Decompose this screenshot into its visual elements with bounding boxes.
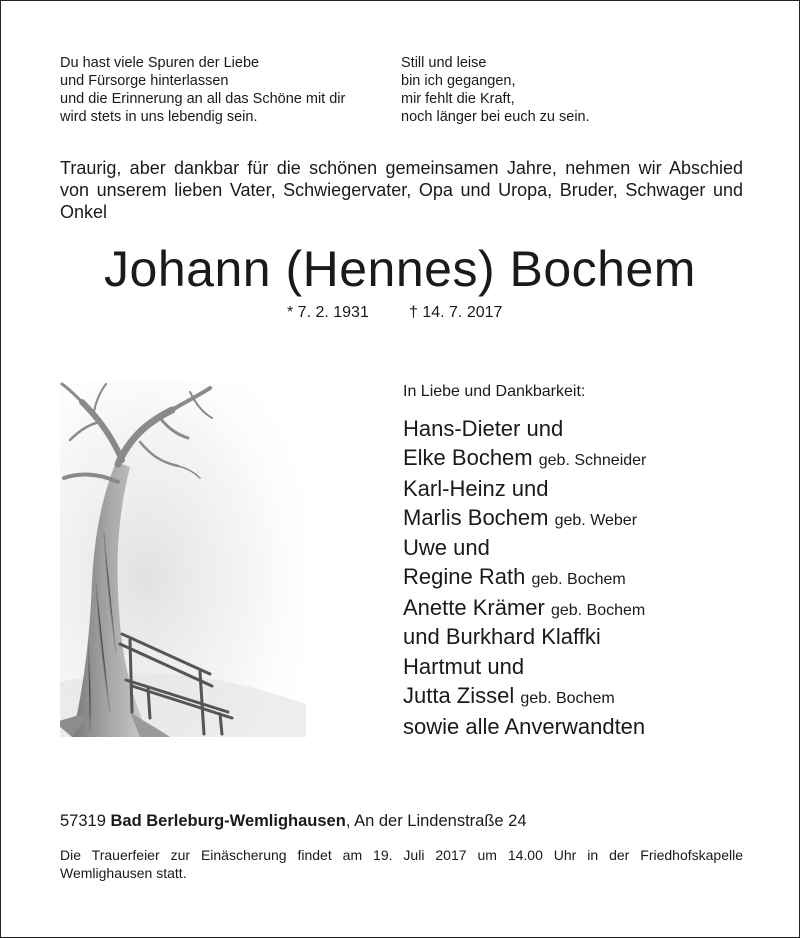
intro-line: Traurig, aber dankbar für die schönen gemeinsamen Jahre, nehmen wir Abschied [60, 158, 743, 178]
address-line: 57319 Bad Berleburg-Wemlighausen, An der Lindenstraße 24 [60, 812, 527, 830]
poem-line: Still und leise [401, 55, 487, 71]
poem-line: wird stets in uns lebendig sein. [60, 109, 258, 125]
family-name: Elke Bochem [403, 445, 533, 470]
deceased-name: Johann (Hennes) Bochem [104, 241, 696, 297]
poem-right [401, 54, 590, 126]
ceremony-line: Wemlighausen statt. [60, 865, 187, 881]
poem-line: und Fürsorge hinterlassen [60, 73, 229, 89]
family-name: Hartmut und [403, 654, 525, 679]
maiden-name-note: geb. Weber [554, 512, 638, 529]
family-line [403, 414, 563, 444]
family-name: Marlis Bochem [403, 505, 549, 530]
family-line [403, 443, 646, 476]
maiden-name-note: geb. Bochem [520, 690, 615, 707]
family-name: Anette Krämer [403, 595, 545, 620]
family-name: Jutta Zissel [403, 683, 515, 708]
intro-line: von unserem lieben Vater, Schwiegervater, Opa und Uropa, Bruder, Schwager und [60, 180, 743, 200]
intro-text [60, 157, 743, 223]
family-line [403, 712, 645, 742]
family-name: Uwe und [403, 535, 490, 560]
poem-line: Du hast viele Spuren der Liebe [60, 55, 260, 71]
family-line [403, 681, 615, 714]
family-name: Karl-Heinz und [403, 476, 549, 501]
family-line [403, 503, 637, 536]
street: An der Lindenstraße 24 [354, 812, 527, 830]
maiden-name-note: geb. Bochem [550, 602, 646, 619]
poem-line: mir fehlt die Kraft, [401, 91, 515, 107]
family-name: sowie alle Anverwandten [403, 714, 646, 739]
town: Bad Berleburg-Wemlighausen [110, 812, 346, 830]
ceremony-text [60, 846, 743, 882]
family-line [403, 652, 524, 682]
birth-date: * 7. 2. 1931 [287, 304, 369, 321]
postcode: 57319 [60, 812, 106, 830]
family-name: und Burkhard Klaffki [403, 624, 601, 649]
ceremony-line: Die Trauerfeier zur Einäscherung findet am 19. Juli 2017 um 14.00 Uhr in der Friedhofskapelle [60, 847, 743, 863]
maiden-name-note: geb. Bochem [531, 571, 626, 588]
family-name: Hans-Dieter und [403, 416, 564, 441]
poem-line: bin ich gegangen, [401, 73, 516, 89]
family-line [403, 474, 549, 504]
poem-line: noch länger bei euch zu sein. [401, 109, 590, 125]
death-date: † 14. 7. 2017 [409, 304, 503, 321]
intro-line: Onkel [60, 202, 108, 222]
family-line [403, 622, 601, 652]
poem-line: und die Erinnerung an all das Schöne mit dir [60, 91, 346, 107]
family-name: Regine Rath [403, 564, 526, 589]
tree-and-bench-illustration [60, 382, 306, 737]
family-line [403, 533, 490, 563]
poem-left [60, 54, 345, 126]
family-line [403, 562, 626, 595]
thanks-line: In Liebe und Dankbarkeit: [403, 383, 586, 400]
maiden-name-note: geb. Schneider [538, 452, 647, 469]
